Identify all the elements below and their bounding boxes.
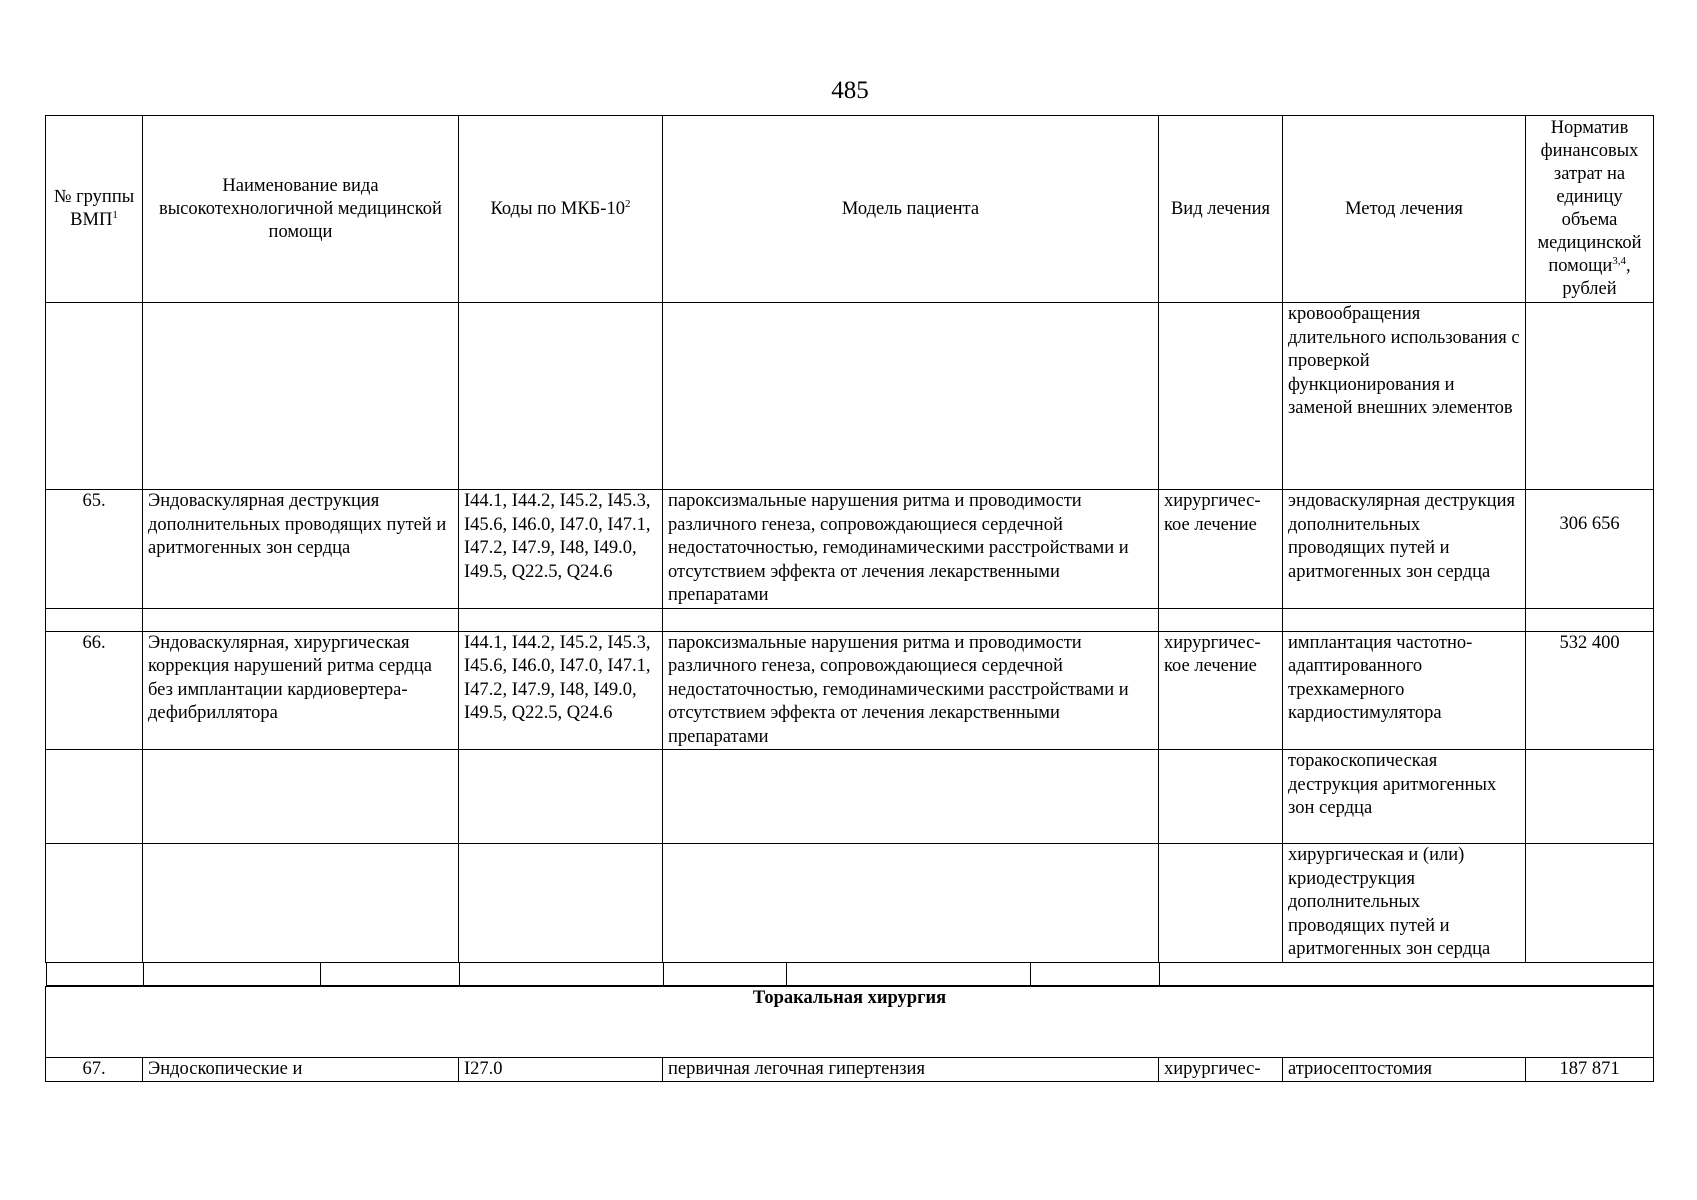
model-cell: пароксизмальные нарушения ритма и проводимости различного генеза, сопровождающиеся сердечной недостаточностью, гемодинамическими расстройствами и отсутствием эффекта от лечения лекарственными препаратами <box>663 490 1159 609</box>
table-row <box>46 1057 1654 1082</box>
header-icd: Коды по МКБ-$10^2$ <box>459 116 663 303</box>
table-row <box>46 490 1654 609</box>
method-cell: эндоваскулярная деструкция дополнительных проводящих путей и аритмогенных зон сердца <box>1283 490 1526 609</box>
model-cell: первичная легочная гипертензия <box>663 1057 1159 1082</box>
header-treatment-type: Вид лечения <box>1159 116 1283 303</box>
name-cell: Эндоскопические и <box>143 1057 459 1082</box>
table-header-row <box>46 116 1654 303</box>
table-row <box>46 844 1654 963</box>
table-row <box>46 303 1654 490</box>
group-number: 65. <box>46 490 143 609</box>
type-cell: хирургичес-кое лечение <box>1159 490 1283 609</box>
table-row <box>46 750 1654 844</box>
vmp-table <box>45 115 1654 1082</box>
group-number: 66. <box>46 631 143 750</box>
header-name: Наименование вида высокотехнологичной медицинской помощи <box>143 116 459 303</box>
header-cost: Норматив финансовых затрат на единицу объема медицинской помощи$^{3,4}$, рублей <box>1526 116 1654 303</box>
icd-cell: I44.1, I44.2, I45.2, I45.3, I45.6, I46.0, I47.0, I47.1, I47.2, I47.9, I48, I49.0, I49.5, Q22.5, Q24.6 <box>459 631 663 750</box>
section-title: Торакальная хирургия <box>46 986 1654 1057</box>
group-number: 67. <box>46 1057 143 1082</box>
method-cell: хирургическая и (или) криодеструкция дополнительных проводящих путей и аритмогенных зон сердца <box>1283 844 1526 963</box>
header-group-no: № группы ВМП$^1$ <box>46 116 143 303</box>
model-cell: пароксизмальные нарушения ритма и проводимости различного генеза, сопровождающиеся сердечной недостаточностью, гемодинамическими расстройствами и отсутствием эффекта от лечения лекарственными препаратами <box>663 631 1159 750</box>
icd-cell: I44.1, I44.2, I45.2, I45.3, I45.6, I46.0, I47.0, I47.1, I47.2, I47.9, I48, I49.0, I49.5, Q22.5, Q24.6 <box>459 490 663 609</box>
cost-cell: 187 871 <box>1526 1057 1654 1082</box>
header-method: Метод лечения <box>1283 116 1526 303</box>
cost-cell: 306 656 <box>1526 490 1654 609</box>
section-row <box>46 986 1654 1057</box>
method-cell: атриосептостомия <box>1283 1057 1526 1082</box>
page-number: 485 <box>831 77 869 104</box>
method-cell: имплантация частотно-адаптированного трехкамерного кардиостимулятора <box>1283 631 1526 750</box>
method-cell: кровообращения длительного использования с проверкой функционирования и заменой внешних элементов <box>1283 303 1526 490</box>
table-row <box>46 631 1654 750</box>
spacer-row <box>46 608 1654 631</box>
divider-row <box>46 962 1654 986</box>
cost-cell: 532 400 <box>1526 631 1654 750</box>
type-cell: хирургичес- <box>1159 1057 1283 1082</box>
type-cell: хирургичес-кое лечение <box>1159 631 1283 750</box>
name-cell: Эндоваскулярная, хирургическая коррекция нарушений ритма сердца без имплантации кардиовертера-дефибриллятора <box>143 631 459 750</box>
method-cell: торакоскопическая деструкция аритмогенных зон сердца <box>1283 750 1526 844</box>
header-model: Модель пациента <box>663 116 1159 303</box>
icd-cell: I27.0 <box>459 1057 663 1082</box>
name-cell: Эндоваскулярная деструкция дополнительных проводящих путей и аритмогенных зон сердца <box>143 490 459 609</box>
